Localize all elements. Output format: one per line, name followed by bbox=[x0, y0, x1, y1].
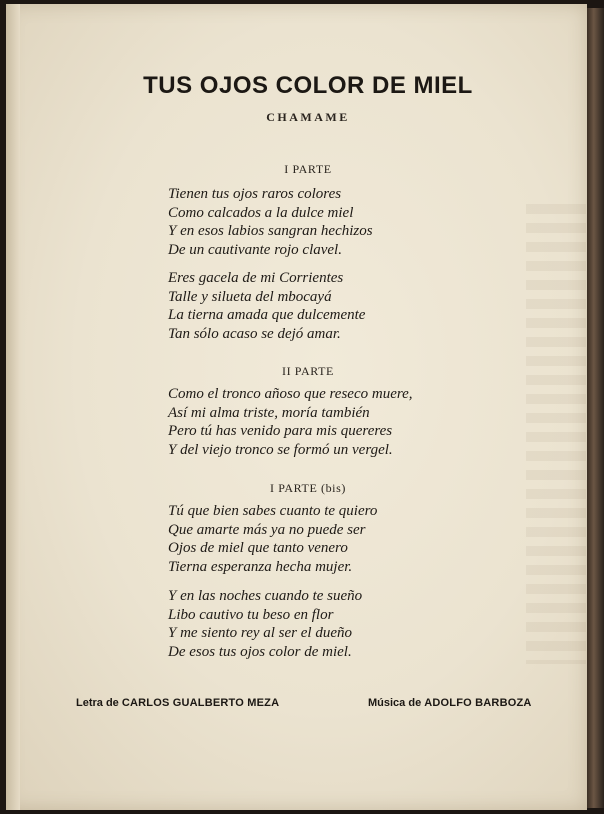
verse-line: Tú que bien sabes cuanto te quiero bbox=[168, 503, 378, 519]
verse-line: Pero tú has venido para mis quereres bbox=[168, 423, 393, 440]
stanza bbox=[168, 587, 362, 661]
verse-line: La tierna amada que dulcemente bbox=[168, 307, 366, 324]
verse-line: Y del viejo tronco se formó un vergel. bbox=[168, 441, 393, 458]
part-heading: I PARTE (bis) bbox=[270, 481, 346, 495]
verse-line: Tierna esperanza hecha mujer. bbox=[168, 558, 353, 575]
part-heading: I PARTE bbox=[284, 162, 332, 176]
verse-line: Como calcados a la dulce miel bbox=[168, 204, 354, 221]
lyrics-author: CARLOS GUALBERTO MEZA bbox=[121, 697, 280, 709]
song-genre: CHAMAME bbox=[266, 110, 350, 124]
lyrics-credit bbox=[76, 697, 279, 709]
verse-line: Que amarte más ya no puede ser bbox=[168, 521, 366, 538]
part-heading: II PARTE bbox=[282, 364, 334, 378]
stanza bbox=[168, 385, 413, 459]
verse-line: De un cautivante rojo clavel. bbox=[168, 241, 342, 258]
lyrics-label: Letra de bbox=[76, 697, 119, 709]
music-label: Música de bbox=[368, 697, 422, 709]
book-edge bbox=[587, 8, 604, 808]
stanza bbox=[168, 269, 365, 343]
show-through-texture bbox=[526, 204, 586, 664]
stanza bbox=[168, 185, 373, 259]
verse-line: Tan sólo acaso se dejó amar. bbox=[168, 325, 341, 342]
stanza bbox=[168, 502, 377, 576]
verse-line: Ojos de miel que tanto venero bbox=[168, 540, 348, 557]
verse-line: Libo cautivo tu beso en flor bbox=[168, 606, 334, 623]
verse-line: De esos tus ojos color de miel. bbox=[168, 643, 352, 660]
song-title: TUS OJOS COLOR DE MIEL bbox=[143, 72, 473, 99]
verse-line: Como el tronco añoso que reseco muere, bbox=[168, 386, 413, 402]
verse-line: Y me siento rey al ser el dueño bbox=[168, 625, 352, 642]
verse-line: Y en las noches cuando te sueño bbox=[168, 588, 363, 604]
music-author: ADOLFO BARBOZA bbox=[424, 697, 532, 709]
verse-line: Talle y silueta del mbocayá bbox=[168, 288, 332, 305]
music-credit bbox=[368, 697, 532, 709]
verse-line: Tienen tus ojos raros colores bbox=[168, 186, 342, 202]
verse-line: Eres gacela de mi Corrientes bbox=[168, 270, 344, 286]
verse-line: Y en esos labios sangran hechizos bbox=[168, 223, 373, 240]
verse-line: Así mi alma triste, moría también bbox=[168, 404, 370, 421]
